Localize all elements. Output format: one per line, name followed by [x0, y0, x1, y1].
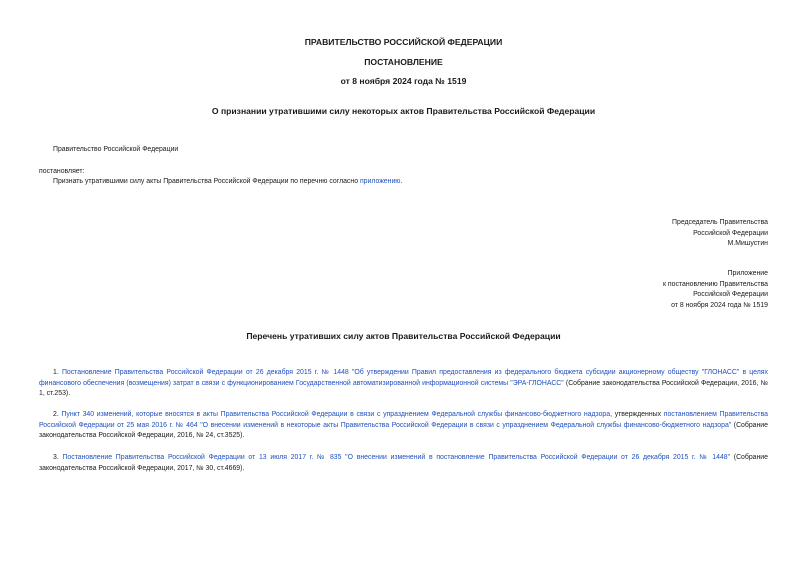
- signature-position: Председатель Правительства: [672, 219, 768, 226]
- item-tail: (Собрание законодательства Российской Федерации, 2016, № 24, ст.3525).: [39, 421, 768, 439]
- appendix-link[interactable]: приложению: [359, 178, 401, 185]
- decision-prefix: Признать утратившими силу акты Правительства Российской Федерации по перечню согласно: [53, 178, 360, 185]
- appendix-country: Российской Федерации: [693, 291, 768, 298]
- item-link[interactable]: Постановление Правительства Российской Федерации от 13 июля 2017 г. № 835 "О внесении изменений в постановление Правительства Российской Федерации от 26 декабря 2015 г. № 1448": [62, 454, 731, 461]
- item-link[interactable]: Постановление Правительства Российской Федерации от 26 декабря 2015 г. № 1448 "Об утверждении Правил предоставления из федерального бюджета субсидии акционерному обществу "ГЛОНАСС" в целях финансового обеспечения (возмещения) затрат в связи с функционированием Государственной автоматизированной информационной системы "ЭРА-ГЛОНАСС": [39, 369, 768, 387]
- decision-paragraph: [53, 177, 402, 188]
- item-tail: (Собрание законодательства Российской Федерации, 2016, № 1, ст.253).: [39, 379, 768, 397]
- resolves-text: постановляет:: [39, 168, 85, 175]
- list-item: [39, 410, 768, 442]
- list-title: Перечень утративших силу актов Правительства Российской Федерации: [246, 331, 561, 341]
- list-item: [39, 453, 768, 474]
- appendix-reference: к постановлению Правительства: [662, 280, 768, 288]
- list-item: [39, 368, 768, 400]
- item-number: 1.: [53, 369, 62, 376]
- item-link[interactable]: Пункт 340 изменений, которые вносятся в акты Правительства Российской Федерации в связи с упразднением Федеральной службы финансово-бюджетного надзора: [61, 411, 611, 418]
- decision-suffix: .: [400, 178, 403, 185]
- government-name: ПРАВИТЕЛЬСТВО РОССИЙСКОЙ ФЕДЕРАЦИИ: [304, 37, 503, 47]
- item-mid: , утвержденных: [610, 411, 664, 418]
- appendix-date-number: от 8 ноября 2024 года № 1519: [671, 301, 768, 309]
- appendix-header: [663, 269, 768, 311]
- item-tail: (Собрание законодательства Российской Федерации, 2017, № 30, ст.4669).: [39, 454, 768, 472]
- signature-name: М.Мишустин: [727, 240, 768, 247]
- signature-block: [672, 218, 768, 250]
- issuer-text: Правительство Российской Федерации: [53, 146, 179, 153]
- item-link-secondary[interactable]: постановлением Правительства Российской Федерации от 25 мая 2016 г. № 464 "О внесении изменений в некоторые акты Правительства Российской Федерации в связи с упразднением Федеральной службы финансово-бюджетного надзора": [39, 411, 768, 429]
- signature-position-country: Российской Федерации: [693, 229, 768, 237]
- item-number: 3.: [53, 454, 63, 461]
- document-date-number: от 8 ноября 2024 года № 1519: [340, 76, 467, 86]
- document-type: ПОСТАНОВЛЕНИЕ: [364, 57, 443, 67]
- item-number: 2.: [53, 411, 62, 418]
- appendix-label: Приложение: [727, 270, 768, 277]
- document-title: О признании утратившими силу некоторых актов Правительства Российской Федерации: [211, 106, 596, 116]
